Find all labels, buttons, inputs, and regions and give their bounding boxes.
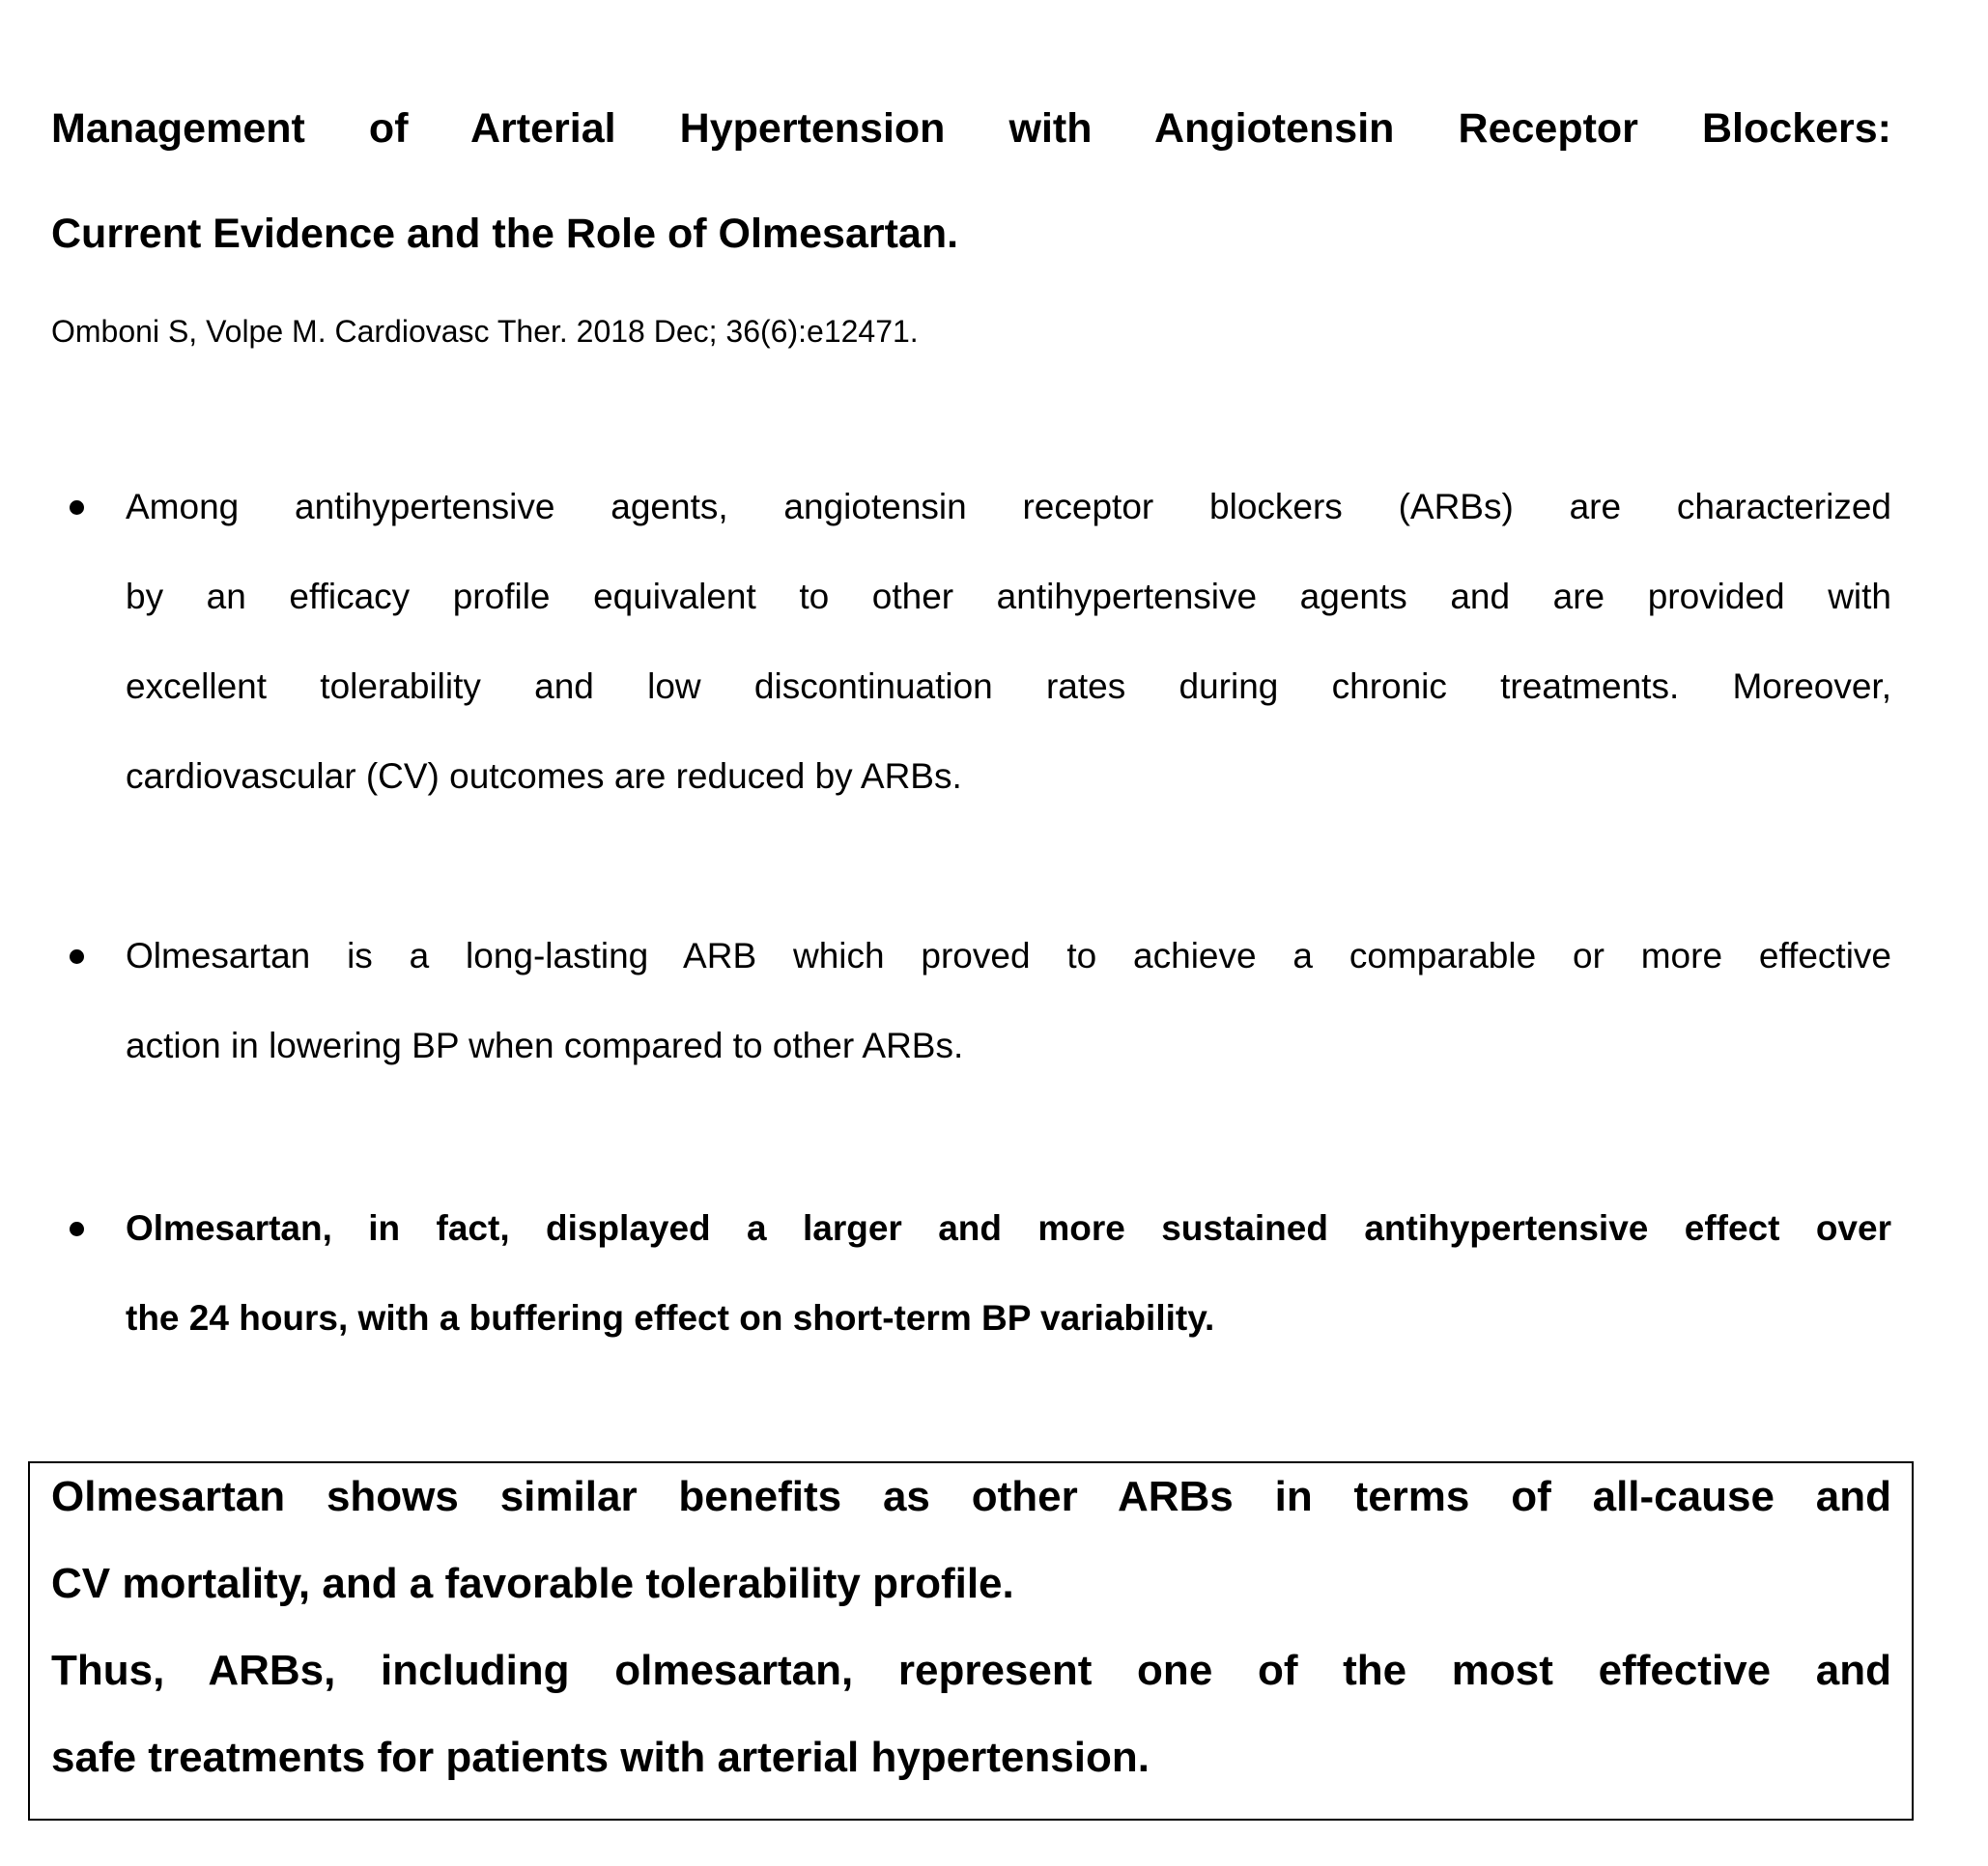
conclusion-line: CV mortality, and a favorable tolerability profile. <box>51 1560 1014 1607</box>
bullet-icon <box>70 1222 84 1236</box>
title-line-1: Management of Arterial Hypertension with Angiotensin Receptor Blockers: <box>51 105 1891 152</box>
bullet-line: excellent tolerability and low discontinuation rates during chronic treatments. Moreover, <box>126 666 1891 706</box>
bullet-icon <box>70 500 84 515</box>
conclusion-line: Thus, ARBs, including olmesartan, represent one of the most effective and <box>51 1647 1891 1694</box>
title-line-2: Current Evidence and the Role of Olmesartan. <box>51 211 959 257</box>
bullet-line: Among antihypertensive agents, angiotensin receptor blockers (ARBs) are characterized <box>126 487 1891 526</box>
citation: Omboni S, Volpe M. Cardiovasc Ther. 2018 Dec; 36(6):e12471. <box>51 314 919 349</box>
bullet-line: Olmesartan, in fact, displayed a larger and more sustained antihypertensive effect over <box>126 1208 1891 1248</box>
bullet-line: action in lowering BP when compared to other ARBs. <box>126 1026 964 1065</box>
bullet-icon <box>70 949 84 964</box>
conclusion-line: safe treatments for patients with arterial hypertension. <box>51 1734 1150 1781</box>
bullet-line: the 24 hours, with a buffering effect on short-term BP variability. <box>126 1298 1215 1338</box>
bullet-line: cardiovascular (CV) outcomes are reduced by ARBs. <box>126 756 962 796</box>
conclusion-line: Olmesartan shows similar benefits as other ARBs in terms of all-cause and <box>51 1473 1891 1520</box>
bullet-line: by an efficacy profile equivalent to other antihypertensive agents and are provided with <box>126 577 1891 616</box>
bullet-line: Olmesartan is a long-lasting ARB which proved to achieve a comparable or more effective <box>126 936 1891 975</box>
